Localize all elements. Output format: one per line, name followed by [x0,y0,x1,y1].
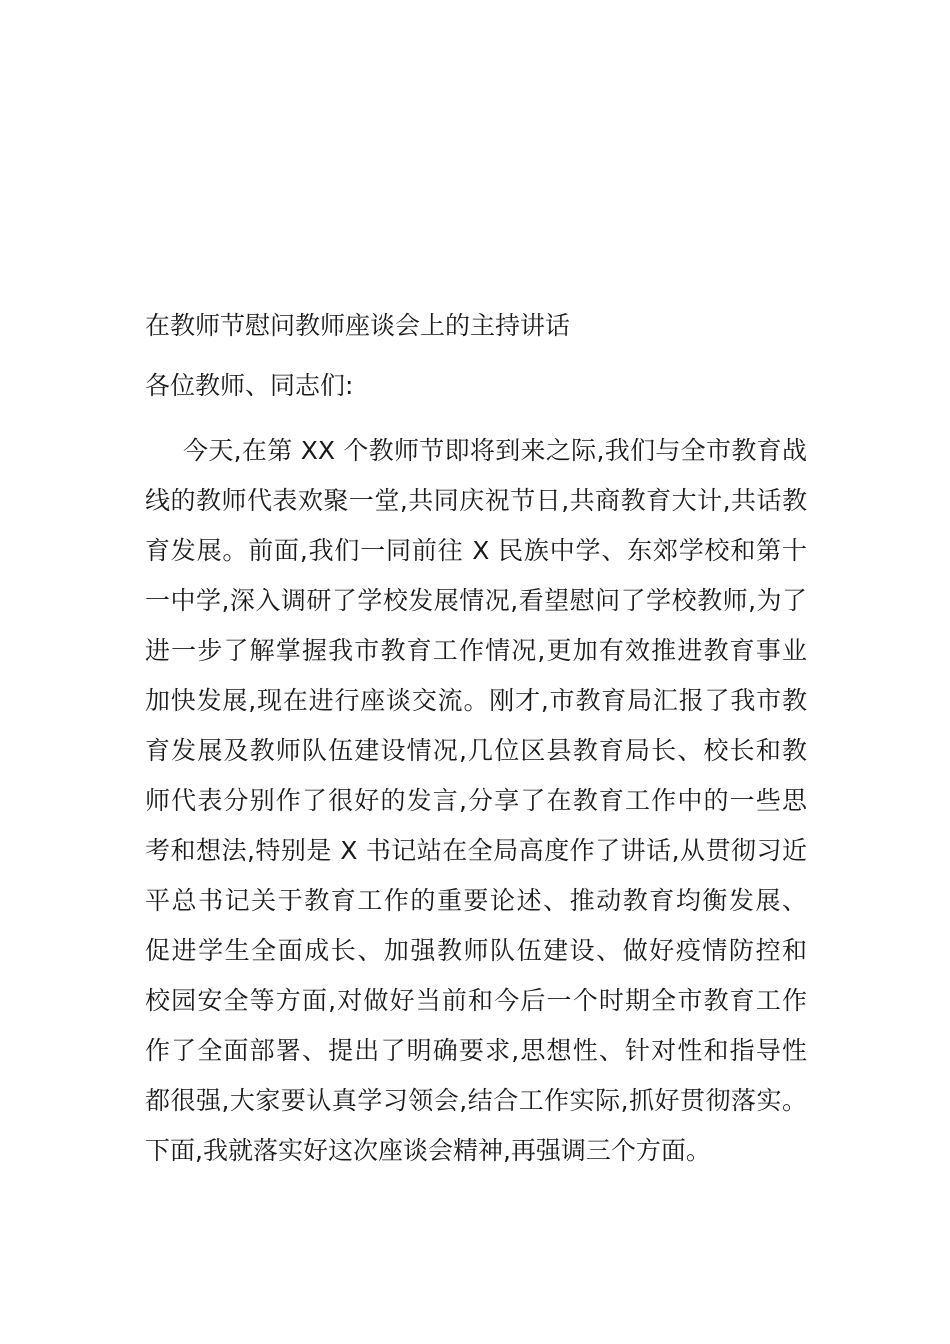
body-line: 下面,我就落实好这次座谈会精神,再强调三个方面。 [145,1136,711,1165]
body-line: 平总书记关于教育工作的重要论述、推动教育均衡发展、 [145,886,807,915]
body-line: 作了全面部署、提出了明确要求,思想性、针对性和指导性 [145,1036,807,1065]
body-line: 师代表分别作了很好的发言,分享了在教育工作中的一些思 [145,786,807,815]
body-line: 线的教师代表欢聚一堂,共同庆祝节日,共商教育大计,共话教 [145,486,807,515]
body-line: 一中学,深入调研了学校发展情况,看望慰问了学校教师,为了 [145,586,807,615]
body-paragraph [145,426,807,1176]
body-line: 考和想法,特别是 X 书记站在全局高度作了讲话,从贯彻习近 [145,836,807,865]
salutation: 各位教师、同志们: [145,371,354,400]
body-line: 加快发展,现在进行座谈交流。刚才,市教育局汇报了我市教 [145,686,807,715]
body-line: 今天,在第 XX 个教师节即将到来之际,我们与全市教育战 [183,436,807,465]
body-line: 育发展。前面,我们一同前往 X 民族中学、东郊学校和第十 [145,536,807,565]
document-title: 在教师节慰问教师座谈会上的主持讲话 [145,311,571,340]
body-line: 都很强,大家要认真学习领会,结合工作实际,抓好贯彻落实。 [145,1086,807,1115]
body-line: 育发展及教师队伍建设情况,几位区县教育局长、校长和教 [145,736,807,765]
body-line: 进一步了解掌握我市教育工作情况,更加有效推进教育事业 [145,636,807,665]
body-line: 促进学生全面成长、加强教师队伍建设、做好疫情防控和 [145,936,807,965]
body-line: 校园安全等方面,对做好当前和今后一个时期全市教育工作 [145,986,807,1015]
